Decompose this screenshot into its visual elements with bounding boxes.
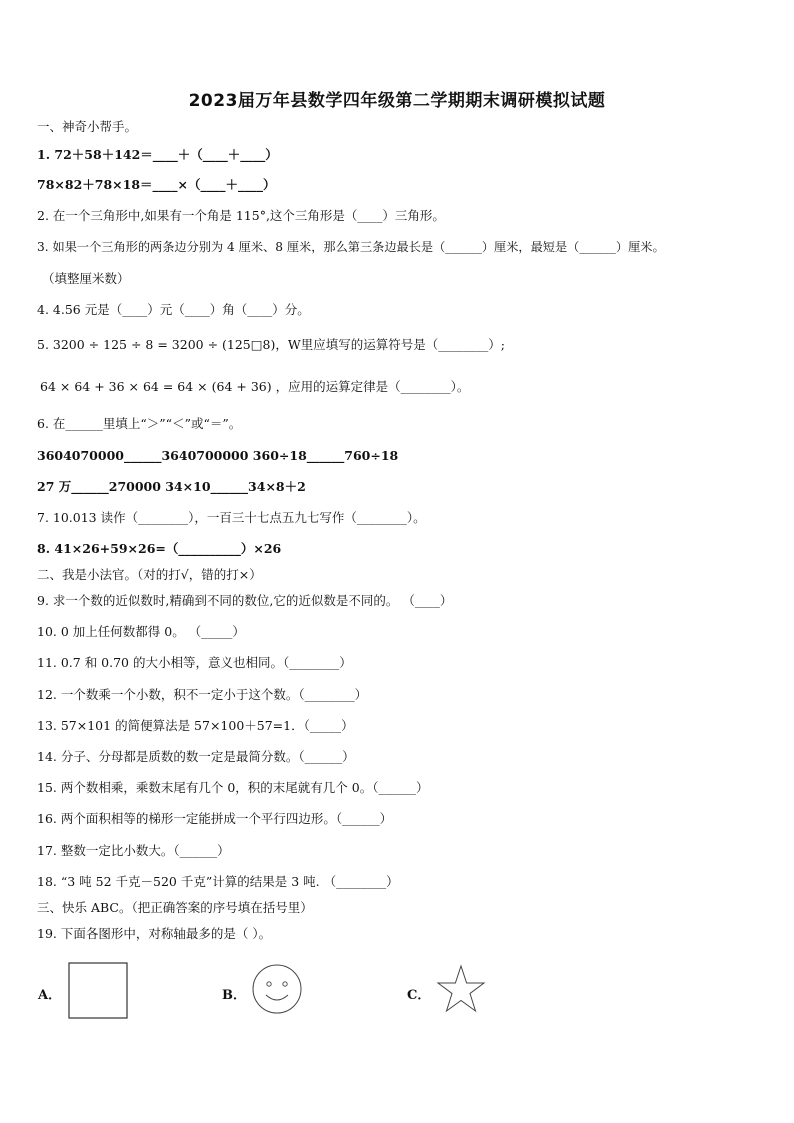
smiley-icon [250,963,306,1017]
question-9: 9. 求一个数的近似数时,精确到不同的数位,它的近似数是不同的。 （____） [37,593,453,608]
question-11: 11. 0.7 和 0.70 的大小相等，意义也相同。（________） [37,655,352,670]
question-7: 7. 10.013 读作（________），一百三十七点五九七写作（________）。 [37,510,426,525]
question-5-b: 64 × 64 + 36 × 64 = 64 × (64 + 36) ，应用的运算定律是（________）。 [40,379,470,394]
question-3-note: （填整厘米数） [42,271,130,286]
question-1: 1. 72＋58＋142＝____＋（____＋____） [37,147,278,162]
option-c-label: C． [407,988,431,1003]
question-14: 14. 分子、分母都是质数的数一定是最简分数。（______） [37,749,355,764]
question-18: 18. “3 吨 52 千克－520 千克”计算的结果是 3 吨. （________） [37,874,399,889]
question-16: 16. 两个面积相等的梯形一定能拼成一个平行四边形。（______） [37,811,393,826]
question-6: 6. 在______里填上“＞”“＜”或“＝”。 [37,416,242,431]
question-5: 5. 3200 ÷ 125 ÷ 8 = 3200 ÷ (125□8)，W里应填写的运算符号是（________）; [37,337,505,352]
question-15: 15. 两个数相乘，乘数末尾有几个 0，积的末尾就有几个 0。（______） [37,780,429,795]
section-heading: 二、我是小法官。（对的打√，错的打×） [37,567,262,582]
option-a-label: A． [38,988,62,1003]
question-4: 4. 4.56 元是（____）元（____）角（____）分。 [37,302,310,317]
question-3: 3. 如果一个三角形的两条边分别为 4 厘米、8 厘米，那么第三条边最长是（______）厘米，最短是（______）厘米。 [37,240,665,254]
section-heading: 三、快乐 ABC。（把正确答案的序号填在括号里） [37,900,313,915]
question-6-b: 27 万______270000 34×10______34×8＋2 [37,479,306,494]
question-8: 8. 41×26+59×26=（__________）×26 [37,541,282,556]
question-13: 13. 57×101 的简便算法是 57×100＋57=1．（_____） [37,718,354,733]
question-1-b: 78×82＋78×18＝____×（____＋____） [37,177,276,192]
question-17: 17. 整数一定比小数大。（______） [37,843,230,858]
star-icon [434,963,488,1017]
question-12: 12. 一个数乘一个小数，积不一定小于这个数。（________） [37,687,368,702]
question-2: 2. 在一个三角形中,如果有一个角是 115°,这个三角形是（____）三角形。 [37,208,445,223]
question-10: 10. 0 加上任何数都得 0。 （_____） [37,624,245,639]
square-icon [66,960,132,1022]
page-title: 2023届万年县数学四年级第二学期期末调研模拟试题 [188,91,606,111]
question-6-a: 3604070000______3640700000 360÷18______760÷18 [37,448,399,463]
option-b-label: B． [222,988,246,1003]
section-heading: 一、神奇小帮手。 [37,119,138,134]
question-19: 19. 下面各图形中，对称轴最多的是（ ）。 [37,926,272,941]
